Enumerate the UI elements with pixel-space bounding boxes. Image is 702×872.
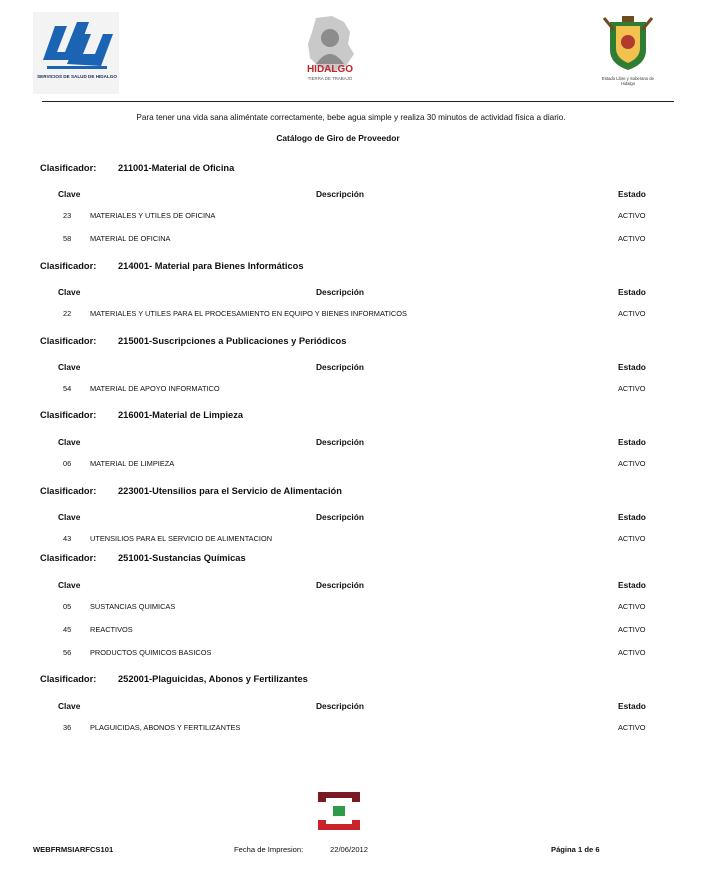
row-estado: ACTIVO: [618, 723, 646, 732]
hidalgo-logo-name: HIDALGO: [306, 64, 354, 75]
coat-of-arms-icon: [600, 14, 656, 72]
classifier-label: Clasificador:: [40, 553, 97, 563]
row-clave: 45: [63, 625, 72, 634]
column-header-descripcion: Descripción: [316, 701, 364, 711]
row-estado: ACTIVO: [618, 309, 646, 318]
row-clave: 54: [63, 384, 72, 393]
page-number: Página 1 de 6: [551, 845, 600, 854]
column-header-descripcion: Descripción: [316, 189, 364, 199]
hidalgo-logo: [298, 14, 362, 90]
row-descripcion: REACTIVOS: [90, 625, 133, 634]
column-header-clave: Clave: [58, 580, 81, 590]
ssh-logo: [33, 12, 119, 94]
classifier-label: Clasificador:: [40, 674, 97, 684]
ssh-logo-mark: [33, 12, 119, 94]
row-clave: 23: [63, 211, 72, 220]
classifier-label: Clasificador:: [40, 336, 97, 346]
column-header-clave: Clave: [58, 287, 81, 297]
row-estado: ACTIVO: [618, 602, 646, 611]
hidalgo-logo-sub: TIERRA DE TRABAJO: [307, 76, 353, 81]
classifier-name: 252001-Plaguicidas, Abonos y Fertilizantes: [118, 674, 308, 684]
column-header-estado: Estado: [618, 287, 646, 297]
row-clave: 22: [63, 309, 72, 318]
row-estado: ACTIVO: [618, 211, 646, 220]
row-descripcion: MATERIAL DE LIMPIEZA: [90, 459, 175, 468]
ssh-logo-caption: SERVICIOS DE SALUD DE HIDALGO: [37, 74, 117, 79]
row-descripcion: MATERIAL DE APOYO INFORMATICO: [90, 384, 220, 393]
classifier-name: 216001-Material de Limpieza: [118, 410, 244, 420]
column-header-estado: Estado: [618, 437, 646, 447]
print-date-label: Fecha de Impresion:: [234, 845, 304, 854]
row-estado: ACTIVO: [618, 384, 646, 393]
classifier-name: 214001- Material para Bienes Informáticos: [118, 261, 304, 271]
row-clave: 56: [63, 648, 72, 657]
column-header-clave: Clave: [58, 189, 81, 199]
classifier-name: 215001-Suscripciones a Publicaciones y Periódicos: [118, 336, 347, 346]
column-header-clave: Clave: [58, 437, 81, 447]
column-header-descripcion: Descripción: [316, 512, 364, 522]
column-header-estado: Estado: [618, 580, 646, 590]
coat-of-arms-caption: Estado Libre y Soberano de Hidalgo: [602, 76, 654, 86]
column-header-clave: Clave: [58, 512, 81, 522]
row-clave: 43: [63, 534, 72, 543]
header-divider: [42, 101, 674, 102]
report-id: WEBFRMSIARFCS101: [33, 845, 114, 854]
column-header-descripcion: Descripción: [316, 287, 364, 297]
row-descripcion: UTENSILIOS PARA EL SERVICIO DE ALIMENTACION: [90, 534, 273, 543]
classifier-label: Clasificador:: [40, 163, 97, 173]
row-estado: ACTIVO: [618, 459, 646, 468]
column-header-clave: Clave: [58, 701, 81, 711]
row-estado: ACTIVO: [618, 234, 646, 243]
row-estado: ACTIVO: [618, 534, 646, 543]
row-clave: 05: [63, 602, 72, 611]
column-header-estado: Estado: [618, 362, 646, 372]
row-clave: 58: [63, 234, 72, 243]
row-clave: 36: [63, 723, 72, 732]
column-header-descripcion: Descripción: [316, 362, 364, 372]
row-estado: ACTIVO: [618, 648, 646, 657]
row-descripcion: PLAGUICIDAS, ABONOS Y FERTILIZANTES: [90, 723, 241, 732]
classifier-label: Clasificador:: [40, 410, 97, 420]
column-header-estado: Estado: [618, 189, 646, 199]
classifier-label: Clasificador:: [40, 486, 97, 496]
row-clave: 06: [63, 459, 72, 468]
classifier-name: 251001-Sustancias Químicas: [118, 553, 246, 563]
row-descripcion: MATERIALES Y UTILES PARA EL PROCESAMIENTO EN EQUIPO Y BIENES INFORMATICOS: [90, 309, 407, 318]
row-descripcion: SUSTANCIAS QUIMICAS: [90, 602, 176, 611]
footer-emblem-icon: [314, 788, 364, 834]
classifier-name: 211001-Material de Oficina: [118, 163, 235, 173]
row-descripcion: MATERIAL DE OFICINA: [90, 234, 171, 243]
column-header-descripcion: Descripción: [316, 437, 364, 447]
state-coat-of-arms: [600, 14, 656, 94]
classifier-label: Clasificador:: [40, 261, 97, 271]
column-header-clave: Clave: [58, 362, 81, 372]
column-header-estado: Estado: [618, 512, 646, 522]
print-date: 22/06/2012: [330, 845, 369, 854]
row-descripcion: MATERIALES Y UTILES DE OFICINA: [90, 211, 216, 220]
page-title: Catálogo de Giro de Proveedor: [276, 133, 400, 143]
column-header-estado: Estado: [618, 701, 646, 711]
row-descripcion: PRODUCTOS QUIMICOS BASICOS: [90, 648, 212, 657]
classifier-name: 223001-Utensilios para el Servicio de Alimentación: [118, 486, 342, 496]
health-motto: Para tener una vida sana aliméntate correctamente, bebe agua simple y realiza 30 minutos de actividad física a diario.: [136, 113, 566, 122]
column-header-descripcion: Descripción: [316, 580, 364, 590]
row-estado: ACTIVO: [618, 625, 646, 634]
